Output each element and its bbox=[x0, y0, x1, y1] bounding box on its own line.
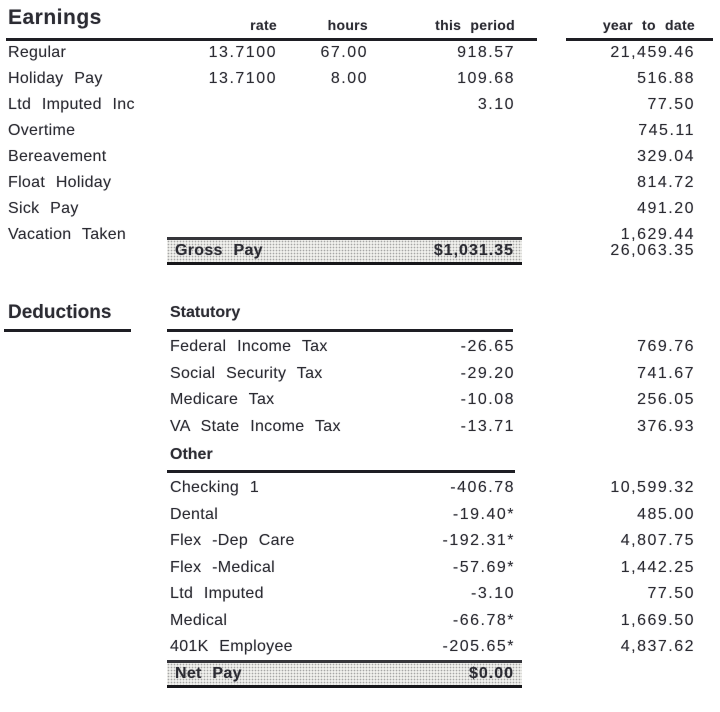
hours-value: 8.00 bbox=[330, 70, 368, 87]
row-label: Vacation Taken bbox=[8, 226, 127, 243]
gross-pay-ytd-row bbox=[0, 237, 720, 265]
period-value: -192.31* bbox=[442, 532, 515, 549]
hours-value: 67.00 bbox=[320, 44, 368, 61]
row-label: Social Security Tax bbox=[170, 365, 323, 382]
statutory-title-rule bbox=[167, 329, 513, 332]
column-header-rate: rate bbox=[250, 17, 277, 33]
ytd-value: 10,599.32 bbox=[610, 479, 695, 496]
row-label: Flex -Dep Care bbox=[170, 532, 295, 549]
ytd-value: 485.00 bbox=[637, 506, 695, 523]
period-value: 109.68 bbox=[457, 70, 515, 87]
ytd-value: 26,063.35 bbox=[610, 242, 695, 259]
ytd-value: 769.76 bbox=[637, 338, 695, 355]
ytd-value: 256.05 bbox=[637, 391, 695, 408]
deduction-row bbox=[0, 414, 720, 440]
row-label: Overtime bbox=[8, 122, 76, 139]
column-header-year-to-date: year to date bbox=[602, 17, 695, 33]
period-value: -10.08 bbox=[460, 391, 515, 408]
ytd-value: 814.72 bbox=[637, 174, 695, 191]
ytd-value: 4,807.75 bbox=[620, 532, 695, 549]
period-value: -26.65 bbox=[460, 338, 515, 355]
earnings-section-title: Earnings bbox=[8, 6, 102, 29]
period-value: -29.20 bbox=[460, 365, 515, 382]
row-label: Sick Pay bbox=[8, 200, 79, 217]
earnings-row bbox=[0, 118, 720, 144]
period-value: -406.78 bbox=[450, 479, 515, 496]
deduction-row bbox=[0, 502, 720, 528]
ytd-value: 745.11 bbox=[638, 122, 695, 139]
ytd-value: 376.93 bbox=[637, 418, 695, 435]
ytd-value: 21,459.46 bbox=[610, 44, 695, 61]
gross-pay-amount: $1,031.35 bbox=[433, 242, 514, 259]
rate-value: 13.7100 bbox=[208, 44, 277, 61]
ytd-value: 741.67 bbox=[637, 365, 695, 382]
deduction-row bbox=[0, 387, 720, 413]
other-subsection-title: Other bbox=[170, 446, 213, 463]
earnings-row bbox=[0, 66, 720, 92]
earnings-row bbox=[0, 196, 720, 222]
earnings-row bbox=[0, 144, 720, 170]
row-label: VA State Income Tax bbox=[170, 418, 341, 435]
net-pay-amount: $0.00 bbox=[468, 665, 514, 682]
ytd-value: 77.50 bbox=[647, 585, 695, 602]
gross-pay-label: Gross Pay bbox=[175, 242, 263, 259]
rate-value: 13.7100 bbox=[208, 70, 277, 87]
period-value: -19.40* bbox=[452, 506, 515, 523]
ytd-value: 329.04 bbox=[637, 148, 695, 165]
ytd-value: 491.20 bbox=[637, 200, 695, 217]
deduction-row bbox=[0, 475, 720, 501]
deduction-row bbox=[0, 334, 720, 360]
ytd-value: 77.50 bbox=[647, 96, 695, 113]
net-pay-label: Net Pay bbox=[175, 665, 242, 682]
other-title-rule bbox=[167, 470, 515, 473]
row-label: Checking 1 bbox=[170, 479, 260, 496]
deductions-section-title: Deductions bbox=[8, 302, 112, 323]
ytd-value: 1,442.25 bbox=[620, 559, 695, 576]
period-value: -3.10 bbox=[471, 585, 515, 602]
earnings-row bbox=[0, 40, 720, 66]
period-value: 3.10 bbox=[477, 96, 515, 113]
ytd-value: 1,629.44 bbox=[620, 226, 695, 243]
deduction-row bbox=[0, 608, 720, 634]
row-label: Holiday Pay bbox=[8, 70, 103, 87]
row-label: Bereavement bbox=[8, 148, 107, 165]
ytd-value: 516.88 bbox=[637, 70, 695, 87]
row-label: Federal Income Tax bbox=[170, 338, 328, 355]
deduction-row bbox=[0, 361, 720, 387]
row-label: Medical bbox=[170, 612, 228, 629]
row-label: Medicare Tax bbox=[170, 391, 275, 408]
row-label: Float Holiday bbox=[8, 174, 112, 191]
statutory-subsection-title: Statutory bbox=[170, 304, 241, 321]
period-value: -13.71 bbox=[460, 418, 515, 435]
deduction-row bbox=[0, 555, 720, 581]
row-label: 401K Employee bbox=[170, 638, 293, 655]
deduction-row bbox=[0, 634, 720, 660]
earnings-row bbox=[0, 92, 720, 118]
column-header-this-period: this period bbox=[435, 17, 515, 33]
ytd-value: 4,837.62 bbox=[620, 638, 695, 655]
row-label: Regular bbox=[8, 44, 67, 61]
row-label: Ltd Imputed bbox=[170, 585, 264, 602]
period-value: -205.65* bbox=[442, 638, 515, 655]
deduction-row bbox=[0, 528, 720, 554]
period-value: -57.69* bbox=[452, 559, 515, 576]
earnings-row bbox=[0, 170, 720, 196]
ytd-value: 1,669.50 bbox=[620, 612, 695, 629]
period-value: 918.57 bbox=[457, 44, 515, 61]
column-header-hours: hours bbox=[327, 17, 368, 33]
row-label: Dental bbox=[170, 506, 219, 523]
row-label: Flex -Medical bbox=[170, 559, 276, 576]
deductions-title-rule bbox=[4, 329, 131, 332]
period-value: -66.78* bbox=[452, 612, 515, 629]
deduction-row bbox=[0, 581, 720, 607]
row-label: Ltd Imputed Inc bbox=[8, 96, 135, 113]
net-pay-row bbox=[167, 660, 522, 688]
